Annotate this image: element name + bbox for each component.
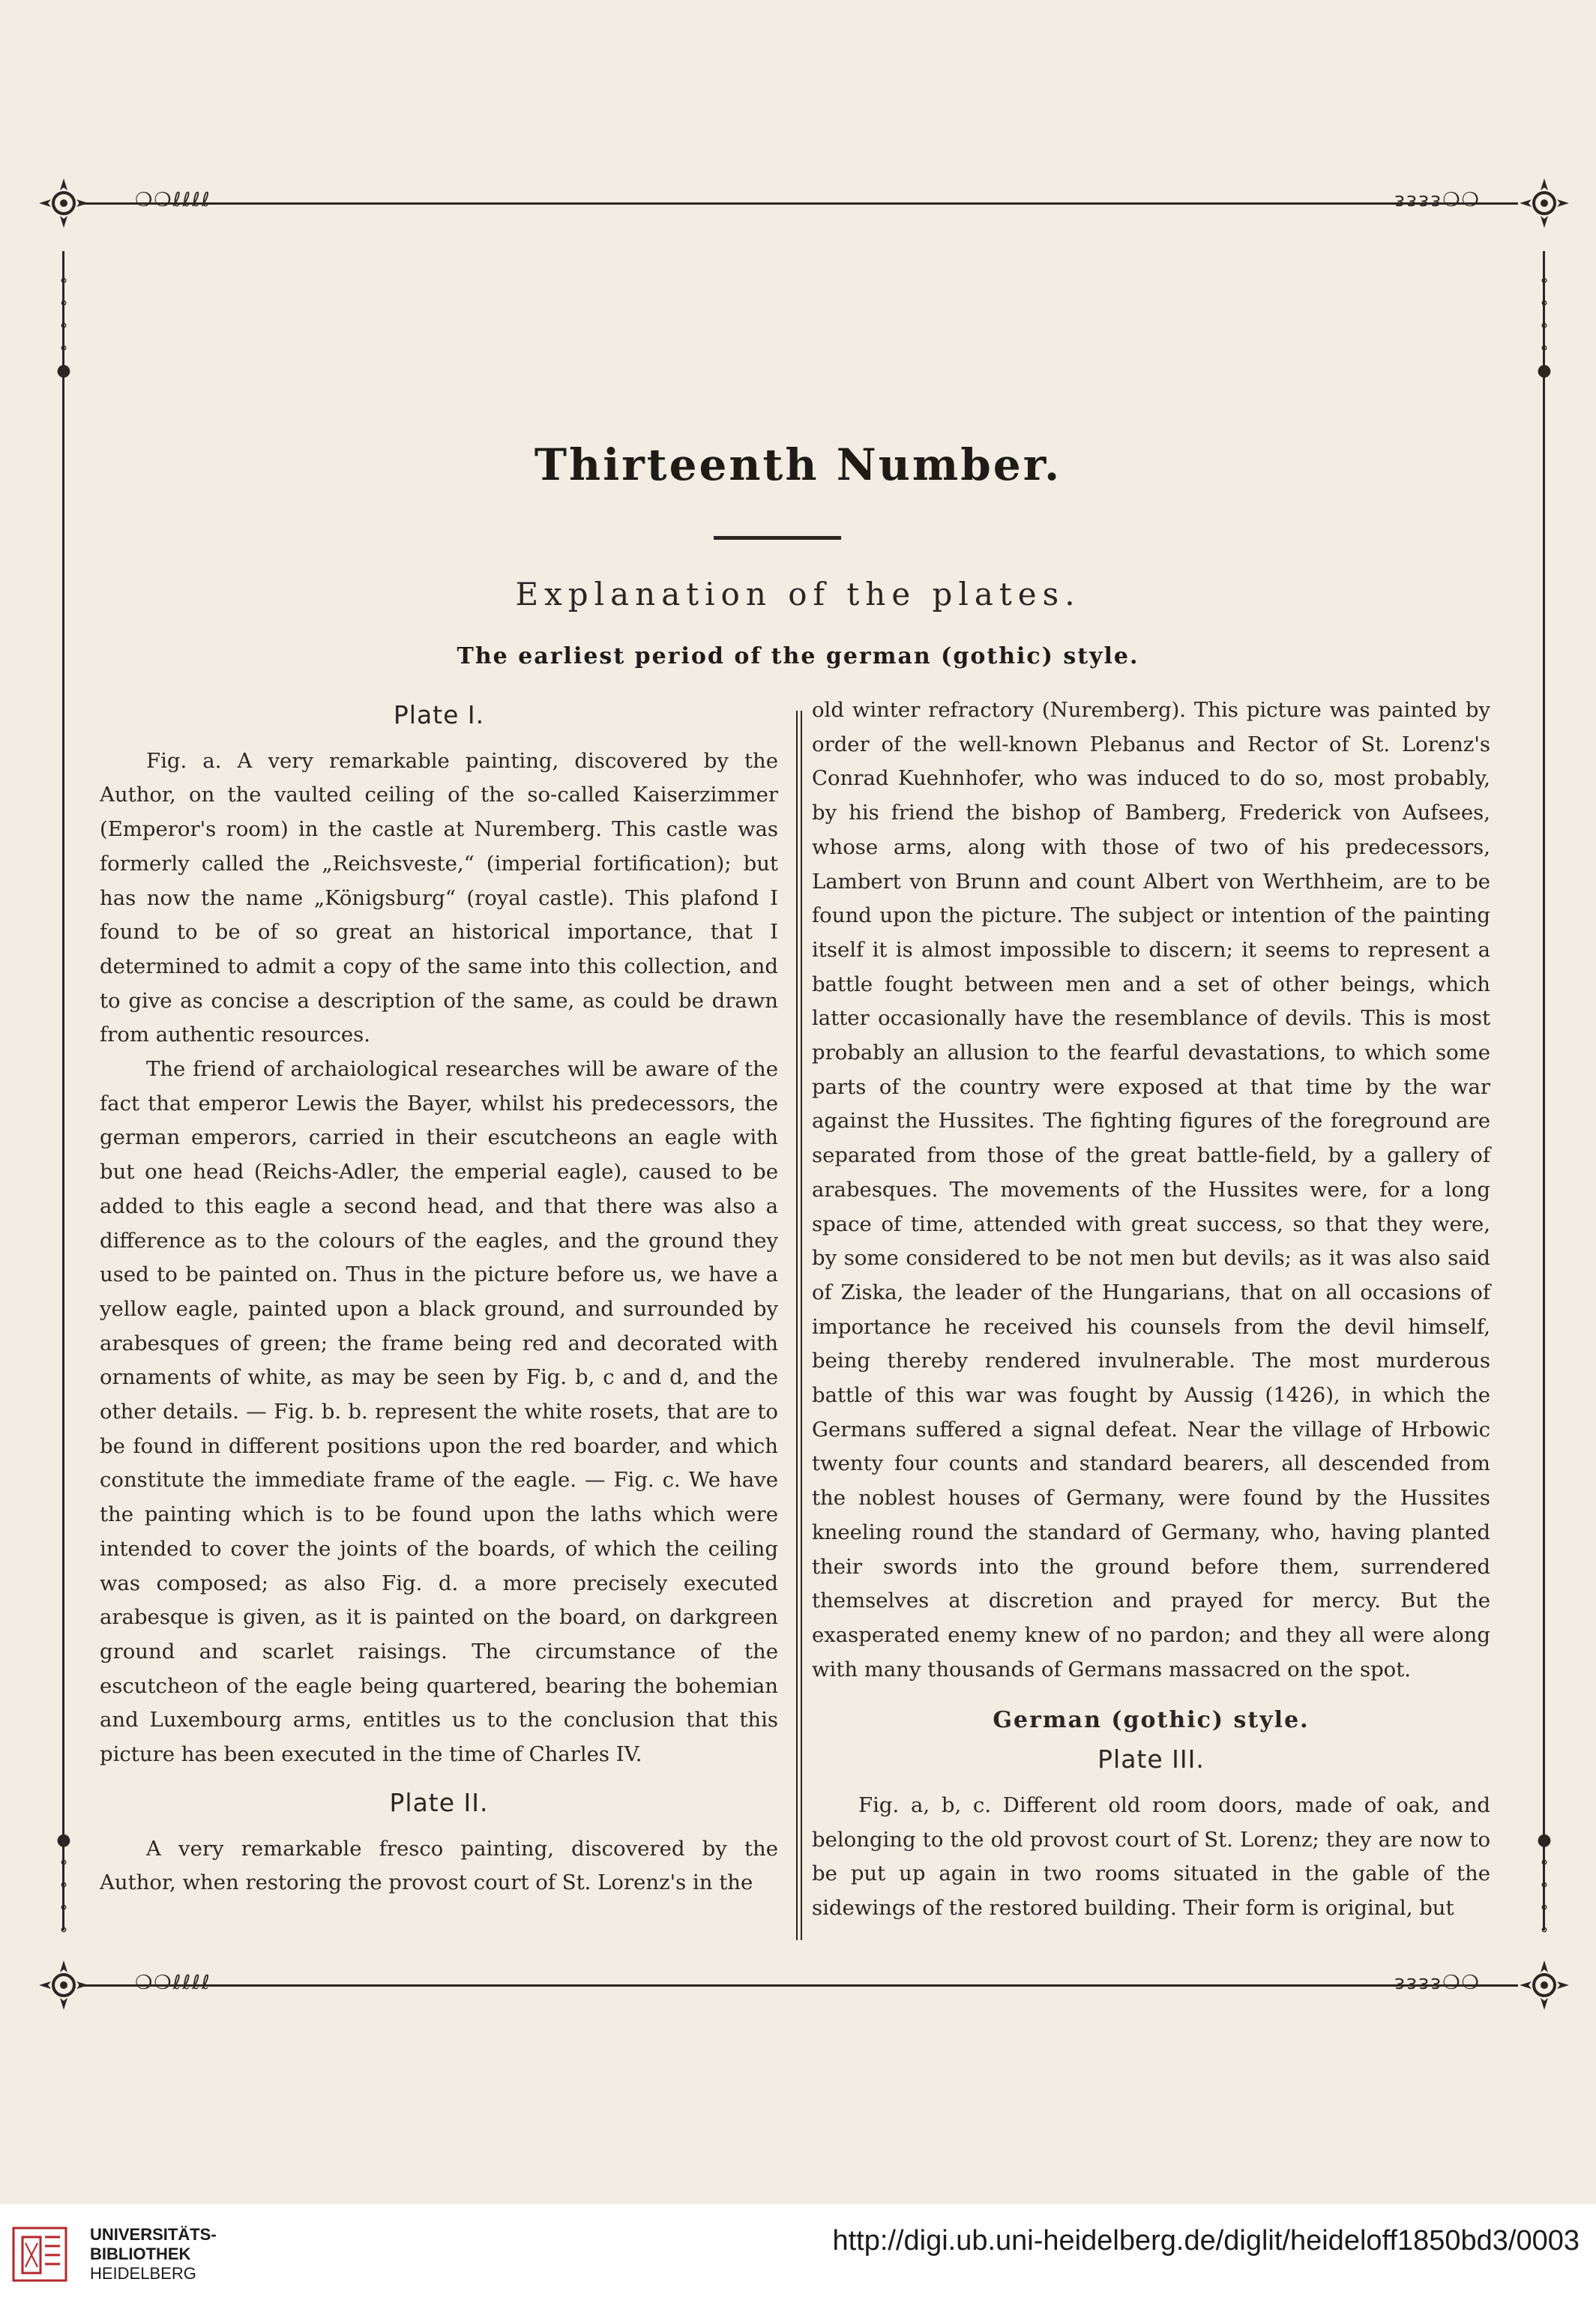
library-name bbox=[90, 2225, 217, 2284]
bottom-chain-right-ornament: ᴈᴈᴈᴈ❍❍ bbox=[1394, 1972, 1481, 1994]
library-name-line: BIBLIOTHEK bbox=[90, 2245, 191, 2263]
paragraph: Fig. a, b, c. Different old room doors, made of oak, and belonging to the old provost court of St. Lorenz; they are now to be put up again in two rooms situated in the gable of the sidewings of the restored building. Their form is original, but bbox=[812, 1792, 1490, 1920]
plate-heading: Plate III. bbox=[1097, 1744, 1205, 1774]
left-column bbox=[100, 693, 778, 1900]
frame-right-line bbox=[1543, 251, 1545, 1930]
corner-ornament-icon bbox=[37, 1959, 90, 2011]
frame-bottom-line bbox=[79, 1984, 1518, 1987]
left-chain-ornament: ∘ ∘ ∘ ∘ ● bbox=[56, 271, 71, 380]
corner-ornament-icon bbox=[1518, 177, 1571, 229]
corner-ornament-icon bbox=[1518, 1959, 1571, 2011]
corner-ornament-icon bbox=[37, 177, 90, 229]
column-divider bbox=[796, 711, 798, 1940]
paragraph: old winter refractory (Nuremberg). This picture was painted by order of the well-known Plebanus and Rector of St. Lorenz's Conrad Kuehnhofer, who was induced to do so, most probably, by his friend the bishop of Bamberg, Frederick von Aufsees, whose arms, along with those of two of his predecessors, Lambert von Brunn and count Albert von Werthheim, are to be found upon the picture. The subject or intention of the painting itself it is almost impossible to discern; it seems to represent a battle fought between men and a set of other beings, which latter occasionally have the resemblance of devils. This is most probably an allusion to the fearful devastations, to which some parts of the country were exposed at that time by the war against the Hussites. The fighting figures of the foreground are separated from those of the great battle-field, by a gallery of arabesques. The movements of the Hussites were, for a long space of time, attended with great success, so that they were, by some considered to be not men but devils; as it was also said of Ziska, the leader of the Hungarians, that on all occasions of importance he received his counsels from the devil himself, being thereby rendered invulnerable. The most murderous battle of this war was fought by Aussig (1426), in which the Germans suffered a signal defeat. Near the village of Hrbowic twenty four counts and standard bearers, all descended from the noblest houses of Germany, were found by the Hussites kneeling round the standard of Germany, who, having planted their swords into the ground before them, surrendered themselves at discretion and prayed for mercy. But the exasperated enemy knew of no pardon; and they all were along with many thousands of Germans massacred on the spot. bbox=[812, 698, 1490, 1682]
page-title: Thirteenth Number. bbox=[534, 439, 1062, 490]
frame-top-line bbox=[79, 202, 1518, 205]
section-title: The earliest period of the german (gothic) style. bbox=[457, 643, 1139, 669]
footer-bar bbox=[0, 2204, 1596, 2318]
page-subtitle: Explanation of the plates. bbox=[515, 576, 1081, 612]
top-chain-left-ornament: ❍❍ℓℓℓℓ bbox=[135, 189, 211, 211]
paragraph: Fig. a. A very remarkable painting, discovered by the Author, on the vaulted ceiling of the so-called Kaiserzimmer (Emperor's room) in the castle at Nuremberg. This castle was formerly called the „Reichsveste,“ (imperial fortification); but has now the name „Königsburg“ (royal castle). This plafond I found to be of so great an historical importance, that I determined to admit a copy of the same into this collection, and to give as concise a description of the same, as could be drawn from authentic resources. bbox=[100, 748, 778, 1047]
source-url[interactable]: http://digi.ub.uni-heidelberg.de/diglit/heideloff1850bd3/0003 bbox=[832, 2225, 1580, 2257]
top-chain-right-ornament: ᴈᴈᴈᴈ❍❍ bbox=[1394, 189, 1481, 211]
frame-left-line bbox=[62, 251, 64, 1930]
bottom-chain-left-ornament: ❍❍ℓℓℓℓ bbox=[135, 1972, 211, 1994]
library-name-line: UNIVERSITÄTS- bbox=[90, 2225, 217, 2244]
plate-heading: Plate II. bbox=[389, 1787, 489, 1817]
plate-heading: Plate I. bbox=[393, 700, 485, 729]
section-heading: German (gothic) style. bbox=[993, 1707, 1310, 1734]
right-column bbox=[812, 693, 1490, 1926]
university-library-logo-icon bbox=[10, 2221, 79, 2290]
library-name-line: HEIDELBERG bbox=[90, 2264, 196, 2283]
title-rule bbox=[714, 536, 841, 540]
paragraph: A very remarkable fresco painting, discovered by the Author, when restoring the provost court of St. Lorenz's in the bbox=[100, 1836, 778, 1895]
paragraph: The friend of archaiological researches will be aware of the fact that emperor Lewis the Bayer, whilst his predecessors, the german emperors, carried in their escutcheons an eagle with but one head (Reichs-Adler, the emperial eagle), caused to be added to this eagle a second head, and that there was also a difference as to the colours of the eagles, and the ground they used to be painted on. Thus in the picture before us, we have a yellow eagle, painted upon a black ground, and surrounded by arabesques of green; the frame being red and decorated with ornaments of white, as may be seen by Fig. b, c and d, and the other details. — Fig. b. b. represent the white rosets, that are to be found in different positions upon the red boarder, and which constitute the immediate frame of the eagle. — Fig. c. We have the painting which is to be found upon the laths which were intended to cover the joints of the boards, of which the ceiling was composed; as also Fig. d. a more precisely executed arabesque is given, as it is painted on the board, on darkgreen ground and scarlet raisings. The circumstance of the escutcheon of the eagle being quartered, bearing the bohemian and Luxembourg arms, entitles us to the conclusion that this picture has been executed in the time of Charles IV. bbox=[100, 1057, 778, 1767]
column-divider bbox=[801, 711, 802, 1940]
right-chain-ornament: ∘ ∘ ∘ ∘ ● bbox=[1537, 271, 1552, 380]
right-bottom-chain-ornament: ● ∘ ∘ ∘ ∘ bbox=[1537, 1831, 1552, 1939]
left-bottom-chain-ornament: ● ∘ ∘ ∘ ∘ bbox=[56, 1831, 71, 1939]
